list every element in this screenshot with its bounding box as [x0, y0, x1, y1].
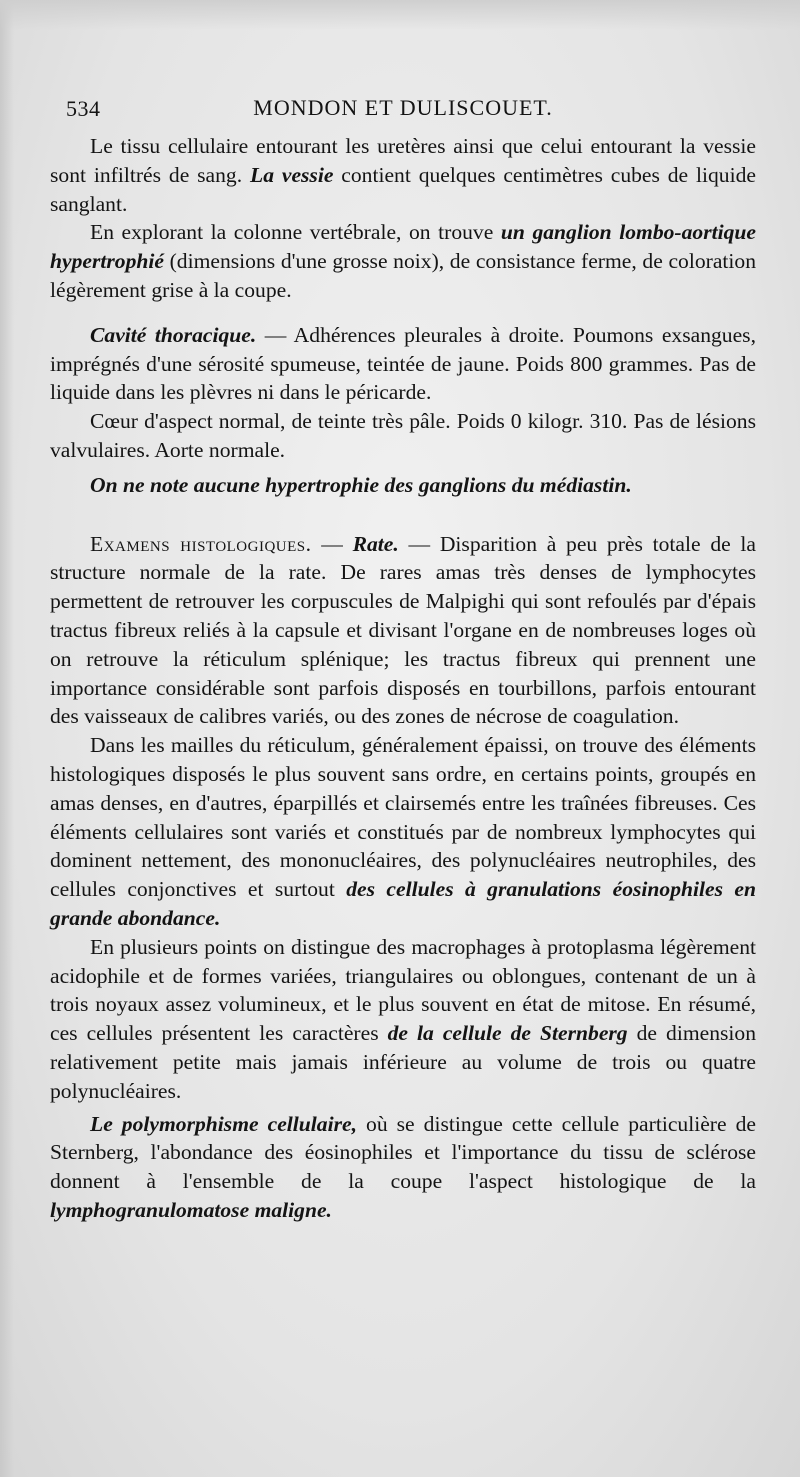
paragraph-macrophages: [50, 933, 756, 1106]
page-edge-shadow: [0, 0, 14, 1477]
italic-run: Rate.: [352, 531, 399, 556]
text-run: — Disparition à peu près totale de la structure normale de la rate. De rares amas très denses de lymphocytes permettent de retrouver les corpuscules de Malpighi qui sont refoulés par d'épais tractus fibreux reliés à la capsule et divisant l'organe en de nombreuses loges où on retrouve la réticulum splénique; les tractus fibreux qui prennent une importance considérable sont parfois disposés en tourbillons, parfois entourant des vaisseaux de calibres variés, ou des zones de nécrose de coagulation.: [50, 531, 757, 729]
paragraph-coeur: [50, 407, 756, 465]
paragraph-polymorphisme: [50, 1110, 756, 1225]
page-top-shadow: [0, 0, 800, 30]
text-run: Cœur d'aspect normal, de teinte très pâle. Poids 0 kilogr. 310. Pas de lésions valvulaires. Aorte normale.: [50, 409, 756, 462]
paragraph-reticulum: [50, 731, 756, 933]
italic-run: La vessie: [250, 162, 334, 187]
text-run: —: [311, 531, 353, 556]
page-header: [50, 92, 756, 124]
text-run: En plusieurs points on distingue des macrophages à protoplasma légèrement acidophile et de formes variées, triangulaires ou oblongues, contenant de un à trois noyaux assez volumineux, et le plus souvent en état de mitose. En résumé, ces cellules présentent les caractères: [50, 934, 756, 1046]
page-number: 534: [66, 96, 101, 121]
paragraph-mediastin: [50, 471, 756, 500]
text-run: contient quelques centimètres cubes de liquide sanglant.: [50, 162, 756, 216]
italic-run: Le polymorphisme cellulaire,: [90, 1111, 357, 1136]
italic-run: Cavité thoracique.: [90, 322, 257, 347]
text-run: En explorant la colonne vertébrale, on trouve: [90, 220, 501, 245]
smallcaps-run: Examens histologiques.: [90, 531, 312, 556]
running-head: MONDON ET DULISCOUET.: [253, 95, 553, 120]
paragraph-cavite-thoracique: [50, 321, 756, 407]
body-text: [50, 132, 756, 1225]
italic-run: des cellules à granulations éosinophiles en grande abondance.: [50, 877, 756, 930]
text-run: de dimension relativement petite mais jamais inférieure au volume de trois ou quatre polynucléaires.: [50, 1021, 756, 1103]
paragraph-examens-histologiques: [50, 530, 756, 732]
text-run: (dimensions d'une grosse noix), de consistance ferme, de coloration légèrement grise à la coupe.: [50, 249, 756, 302]
italic-run: On ne note aucune hypertrophie des ganglions du médiastin.: [90, 472, 632, 497]
text-run: Dans les mailles du réticulum, généralement épaissi, on trouve des éléments histologiques disposés le plus souvent sans ordre, en certains points, groupés en amas denses, en d'autres, éparpillés et clairsemés entre les traînées fibreuses. Ces éléments cellulaires sont variés et constitués par de nombreux lymphocytes qui dominent nettement, des mononucléaires, des polynucléaires neutrophiles, des cellules conjonctives et surtout: [50, 733, 756, 902]
italic-run: un ganglion lombo-aortique hypertrophié: [50, 220, 756, 274]
text-run: où se distingue cette cellule particulière de Sternberg, l'abondance des éosinophiles et l'importance du tissu de sclérose donnent à l'ensemble de la coupe l'aspect histologique de la: [50, 1111, 756, 1194]
paragraph-vessie: [50, 132, 756, 218]
italic-run: de la cellule de Sternberg: [387, 1021, 628, 1046]
text-run: Le tissu cellulaire entourant les uretères ainsi que celui entourant la vessie sont infiltrés de sang.: [50, 134, 756, 187]
italic-run: lymphogranulomatose maligne.: [50, 1197, 332, 1222]
text-run: — Adhérences pleurales à droite. Poumons exsangues, imprégnés d'une sérosité spumeuse, teintée de jaune. Poids 800 grammes. Pas de liquide dans les plèvres ni dans le péricarde.: [50, 322, 756, 405]
paragraph-ganglion: [50, 218, 756, 304]
